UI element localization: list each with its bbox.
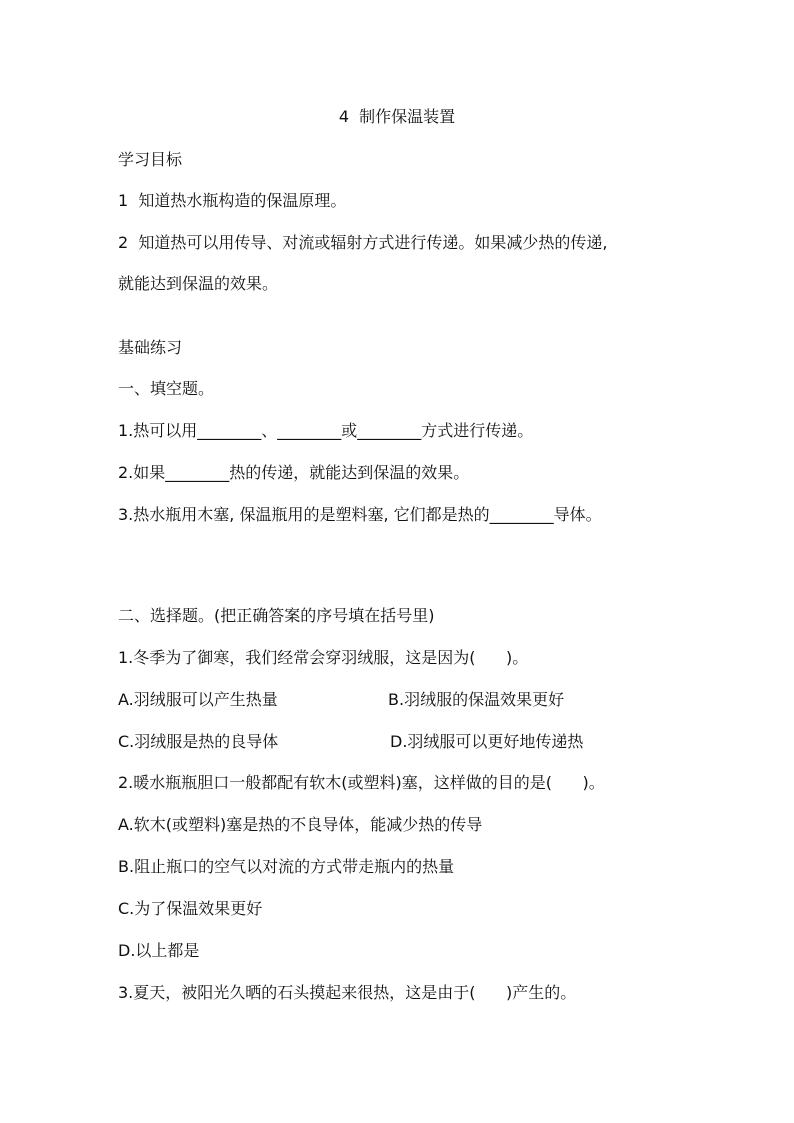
choice-question-1-option-d: D.羽绒服可以更好地传递热 [390,732,584,751]
choice-question-1-option-a: A.羽绒服可以产生热量 [118,690,278,709]
fill-question-1: 1.热可以用________、________或________方式进行传递。 [118,421,534,440]
page-title: 4 制作保温装置 [338,107,456,126]
choice-question-3-stem: 3.夏天，被阳光久晒的石头摸起来很热，这是由于( )产生的。 [118,983,577,1002]
choice-question-2-stem: 2.暖水瓶瓶胆口一般都配有软木(或塑料)塞，这样做的目的是( )。 [118,773,605,792]
choice-question-2-option-a: A.软木(或塑料)塞是热的不良导体，能减少热的传导 [118,815,483,834]
choice-question-2-option-c: C.为了保温效果更好 [118,899,263,918]
choice-question-1-stem: 1.冬季为了御寒，我们经常会穿羽绒服，这是因为( )。 [118,648,529,667]
goal-item-2-line-1: 2 知道热可以用传导、对流或辐射方式进行传递。如果减少热的传递, [118,233,608,252]
fill-question-2: 2.如果________热的传递，就能达到保温的效果。 [118,463,470,482]
goals-heading: 学习目标 [118,150,183,169]
choice-question-1-option-b: B.羽绒服的保温效果更好 [388,690,565,709]
choice-question-1-option-c: C.羽绒服是热的良导体 [118,732,279,751]
fill-section-heading: 一、填空题。 [118,379,215,398]
practice-heading: 基础练习 [118,338,183,357]
fill-question-3: 3.热水瓶用木塞, 保温瓶用的是塑料塞, 它们都是热的________导体。 [118,505,602,524]
choice-question-2-option-b: B.阻止瓶口的空气以对流的方式带走瓶内的热量 [118,857,455,876]
choice-question-2-option-d: D.以上都是 [118,941,200,960]
choice-section-heading: 二、选择题。(把正确答案的序号填在括号里) [118,606,435,625]
goal-item-2-line-2: 就能达到保温的效果。 [118,274,279,293]
goal-item-1: 1 知道热水瓶构造的保温原理。 [118,191,347,210]
